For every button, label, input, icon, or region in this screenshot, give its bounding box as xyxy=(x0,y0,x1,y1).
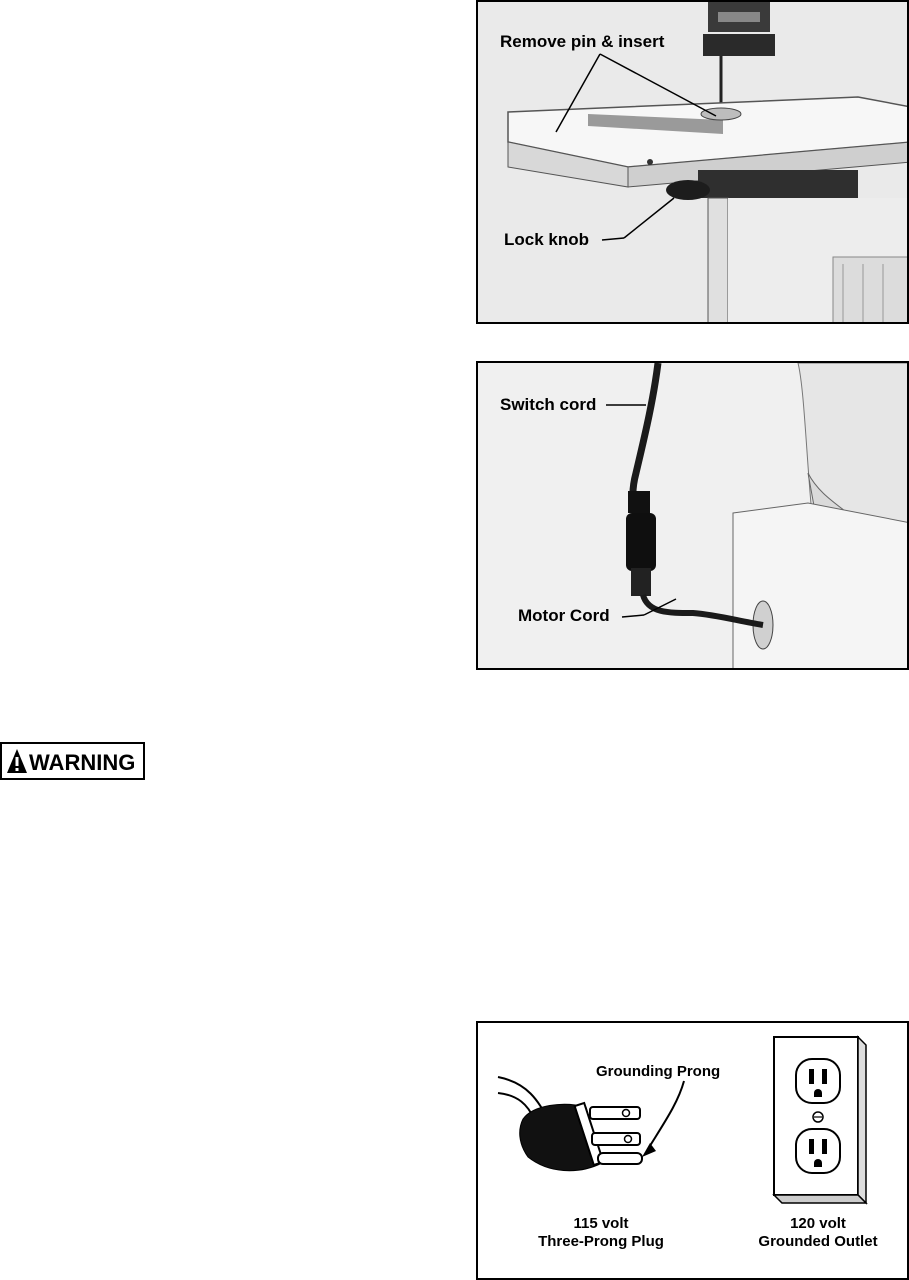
warning-icon xyxy=(6,748,28,774)
plug-type: Three-Prong Plug xyxy=(538,1233,664,1250)
callout-motor-cord: Motor Cord xyxy=(518,606,610,625)
plug-voltage: 115 volt xyxy=(573,1215,629,1232)
callout-lock-knob: Lock knob xyxy=(504,230,590,249)
callout-grounding-prong: Grounding Prong xyxy=(596,1063,721,1080)
outlet-voltage: 120 volt xyxy=(790,1215,846,1232)
callout-switch-cord: Switch cord xyxy=(500,395,597,414)
outlet-caption xyxy=(738,1215,898,1251)
callout-remove-pin-insert: Remove pin & insert xyxy=(500,32,665,51)
figure-table-insert xyxy=(476,0,909,324)
figure-cords xyxy=(476,361,909,670)
warning-text: WARNING xyxy=(29,750,136,775)
plug-caption xyxy=(516,1215,686,1251)
warning-label xyxy=(0,742,145,780)
figure-plug-outlet xyxy=(476,1021,909,1280)
outlet-type: Grounded Outlet xyxy=(758,1233,878,1250)
